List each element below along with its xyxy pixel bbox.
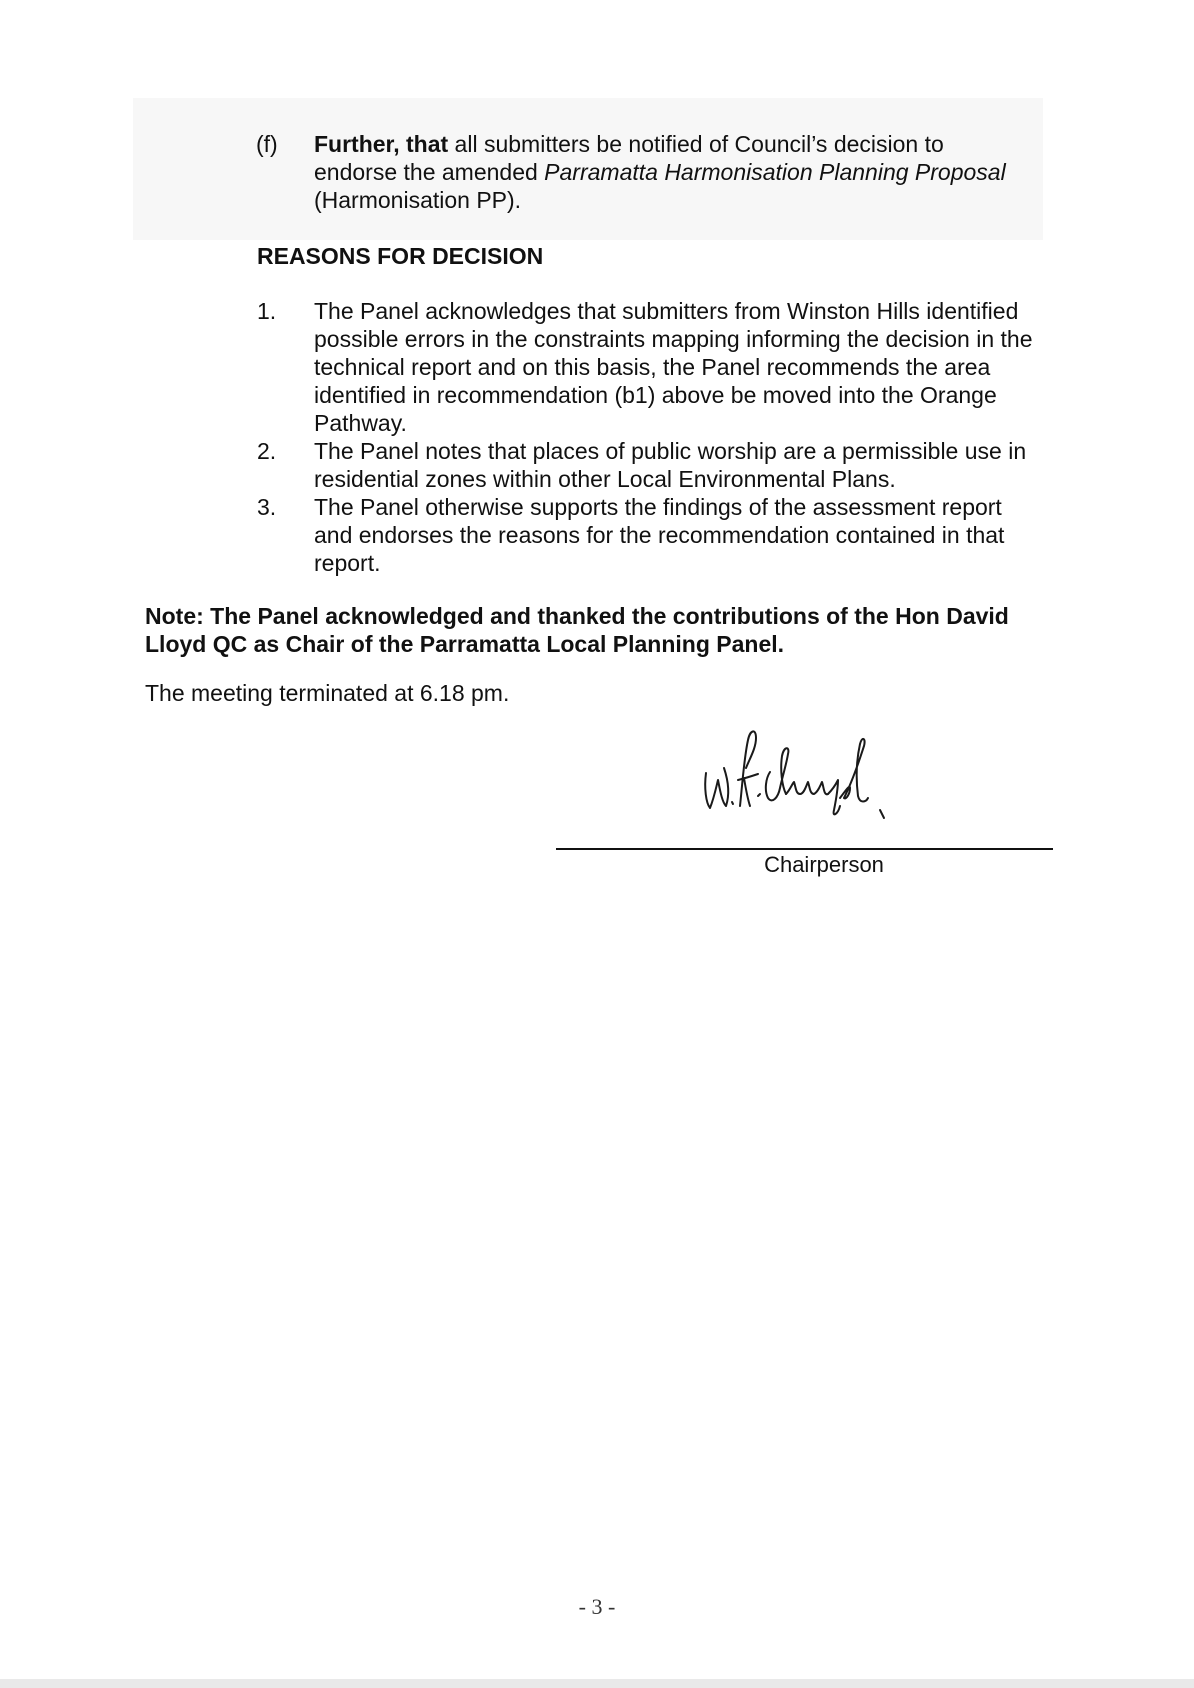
reason-number: 3. — [257, 494, 277, 520]
reasons-list — [257, 297, 1037, 577]
reason-item — [257, 437, 1037, 493]
reason-item — [257, 493, 1037, 577]
reason-item — [257, 297, 1037, 437]
item-f-label: (f) — [256, 131, 278, 157]
meeting-terminated-text: The meeting terminated at 6.18 pm. — [145, 680, 510, 706]
reason-number: 2. — [257, 438, 277, 464]
page-bottom-edge — [0, 1679, 1194, 1688]
panel-note: Note: The Panel acknowledged and thanked the contributions of the Hon David Lloyd QC as Chair of the Parramatta Local Planning Panel. — [145, 603, 1009, 657]
item-f-lead: Further, that — [314, 131, 449, 157]
handwritten-signature — [700, 718, 910, 838]
reasons-heading: REASONS FOR DECISION — [257, 243, 544, 269]
signature-line — [556, 848, 1053, 850]
item-f-text-1: all submitters be notified of Council’s decision to endorse the amended — [314, 131, 944, 185]
item-f-text — [314, 130, 1014, 214]
signature-title: Chairperson — [764, 852, 884, 877]
reason-text: The Panel otherwise supports the findings of the assessment report and endorses the reasons for the recommendation contained in that report. — [314, 494, 1005, 576]
reason-text: The Panel acknowledges that submitters from Winston Hills identified possible errors in the constraints mapping informing the decision in the technical report and on this basis, the Panel recommends the area identified in recommendation (b1) above be moved into the Orange Pathway. — [314, 298, 1033, 436]
item-f-text-2: (Harmonisation PP). — [314, 187, 522, 213]
item-f-title: Parramatta Harmonisation Planning Proposal — [544, 159, 1006, 185]
reason-number: 1. — [257, 298, 277, 324]
page-number: - 3 - — [578, 1594, 616, 1619]
reason-text: The Panel notes that places of public worship are a permissible use in residential zones within other Local Environmental Plans. — [314, 438, 1027, 492]
